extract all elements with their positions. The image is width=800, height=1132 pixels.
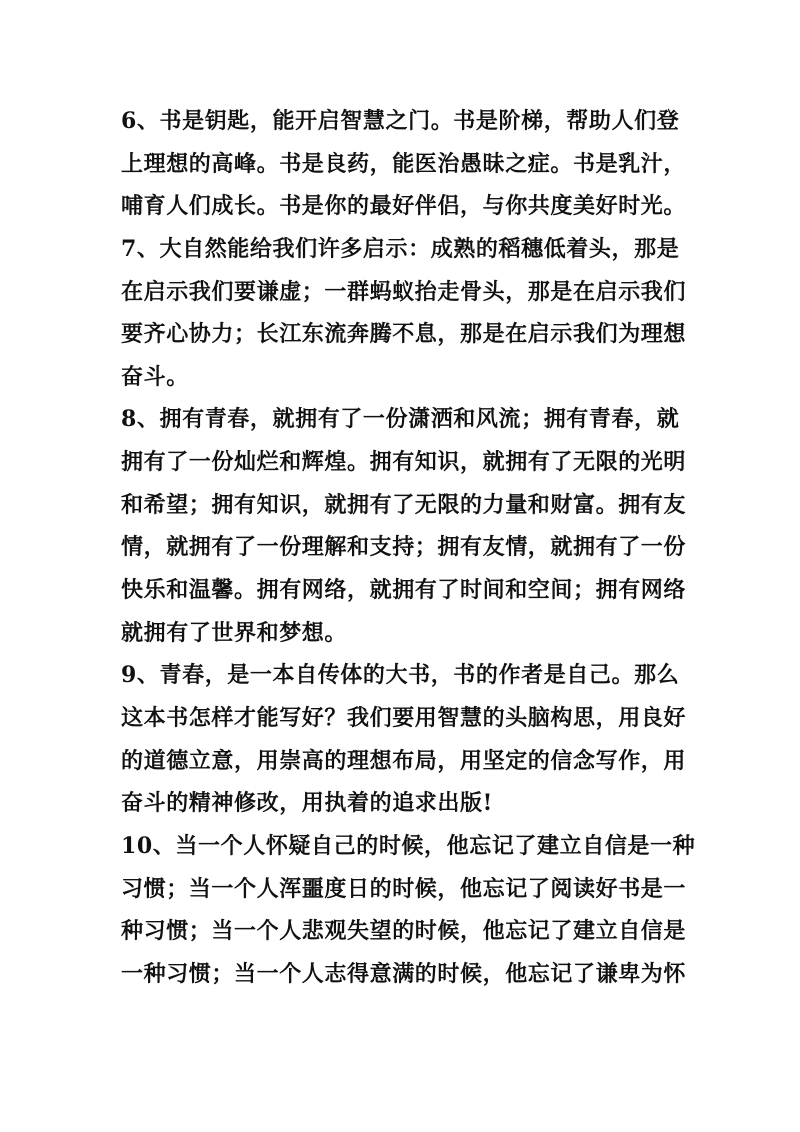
text-line: 奋斗的精神修改，用执着的追求出版! bbox=[121, 790, 493, 817]
text-line: 7、大自然能给我们许多启示：成熟的稻穗低着头，那是 bbox=[121, 235, 680, 262]
text-line: 就拥有了世界和梦想。 bbox=[121, 619, 348, 646]
text-line: 的道德立意，用崇高的理想布局，用坚定的信念写作，用 bbox=[121, 747, 687, 774]
text-line: 6、书是钥匙，能开启智慧之门。书是阶梯，帮助人们登 bbox=[121, 108, 680, 134]
text-line: 情，就拥有了一份理解和支持；拥有友情，就拥有了一份 bbox=[121, 534, 687, 561]
text-line: 和希望；拥有知识，就拥有了无限的力量和财富。拥有友 bbox=[121, 491, 687, 518]
text-line: 要齐心协力；长江东流奔腾不息，那是在启示我们为理想 bbox=[121, 321, 687, 348]
text-line: 9、青春，是一本自传体的大书，书的作者是自己。那么 bbox=[121, 662, 680, 689]
text-line: 奋斗。 bbox=[121, 363, 189, 390]
text-line: 哺育人们成长。书是你的最好伴侣，与你共度美好时光。 bbox=[121, 193, 687, 220]
text-line: 在启示我们要谦虚；一群蚂蚁抬走骨头，那是在启示我们 bbox=[121, 278, 687, 305]
text-line: 拥有了一份灿烂和辉煌。拥有知识，就拥有了无限的光明 bbox=[121, 449, 687, 476]
document-body bbox=[121, 100, 696, 995]
text-line: 10、当一个人怀疑自己的时候，他忘记了建立自信是一种 bbox=[121, 832, 696, 859]
text-line: 快乐和温馨。拥有网络，就拥有了时间和空间；拥有网络 bbox=[121, 577, 687, 604]
text-line: 习惯；当一个人浑噩度日的时候，他忘记了阅读好书是一 bbox=[121, 875, 687, 902]
text-line: 8、拥有青春，就拥有了一份潇洒和风流；拥有青春，就 bbox=[121, 406, 680, 433]
text-line: 一种习惯；当一个人志得意满的时候，他忘记了谦卑为怀 bbox=[121, 960, 687, 987]
text-line: 上理想的高峰。书是良药，能医治愚昧之症。书是乳汁， bbox=[121, 150, 687, 177]
text-line: 种习惯；当一个人悲观失望的时候，他忘记了建立自信是 bbox=[121, 918, 687, 945]
text-line: 这本书怎样才能写好？我们要用智慧的头脑构思，用良好 bbox=[121, 704, 687, 731]
